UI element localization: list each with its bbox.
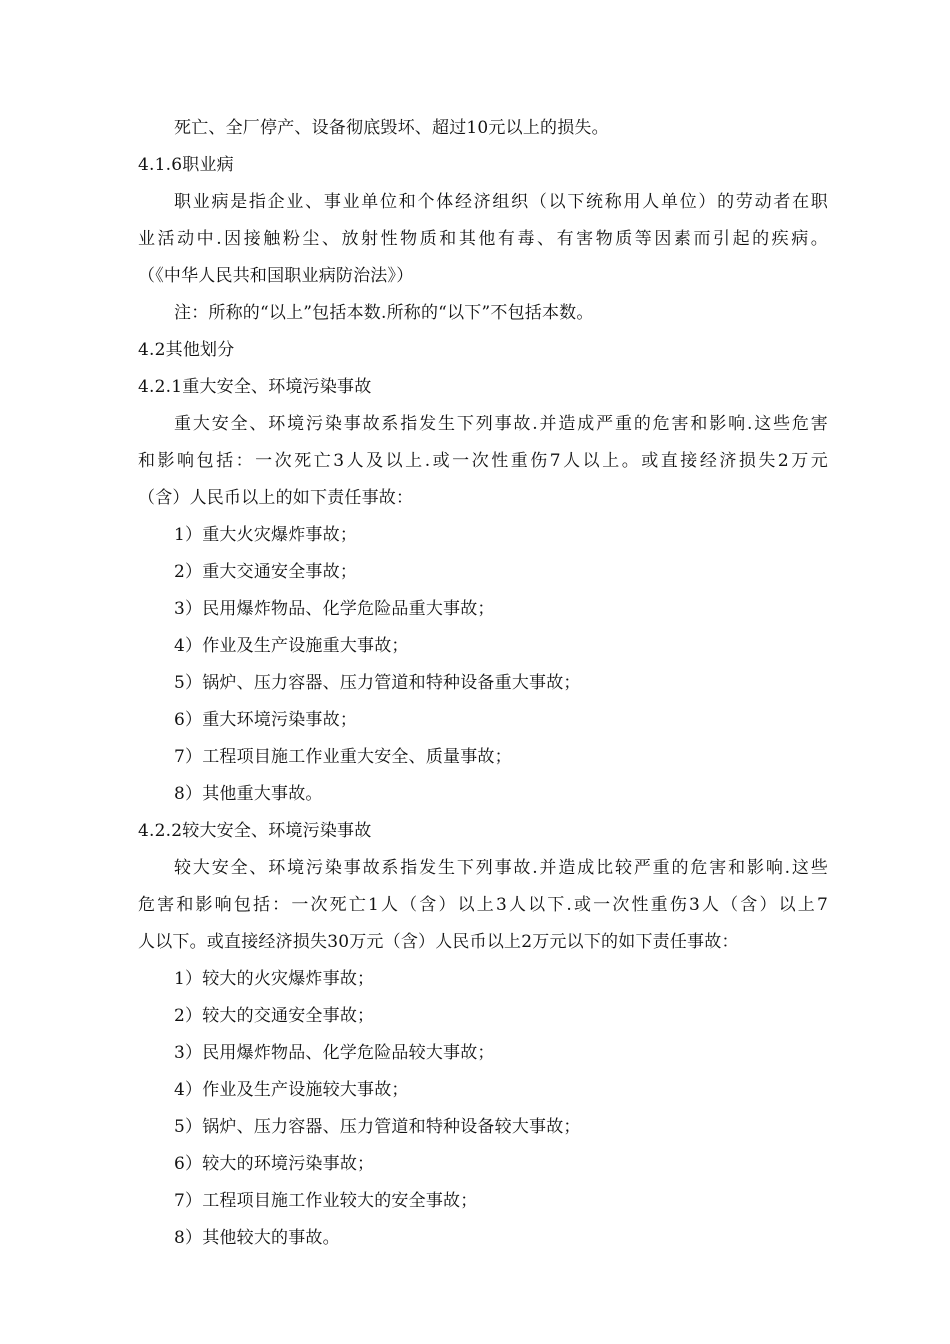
list-item: 6）重大环境污染事故；: [174, 710, 358, 730]
text-line: 死亡、全厂停产、设备彻底毁坏、超过10元以上的损失。: [174, 118, 609, 138]
text-line: 较大安全、环境污染事故系指发生下列事故.并造成比较严重的危害和影响.这些: [174, 858, 828, 878]
list-item: 2）较大的交通安全事故；: [174, 1006, 375, 1026]
list-item: 8）其他较大的事故。: [174, 1228, 340, 1248]
text-line: 和影响包括：一次死亡3人及以上.或一次性重伤7人以上。或直接经济损失2万元: [138, 451, 828, 471]
list-item: 3）民用爆炸物品、化学危险品重大事故；: [174, 599, 495, 619]
list-item: 4）作业及生产设施重大事故；: [174, 636, 409, 656]
section-heading: 4.1.6职业病: [138, 155, 234, 175]
list-item: 2）重大交通安全事故；: [174, 562, 358, 582]
list-item: 7）工程项目施工作业较大的安全事故；: [174, 1191, 478, 1211]
text-line: （《中华人民共和国职业病防治法》）: [138, 266, 414, 286]
list-item: 4）作业及生产设施较大事故；: [174, 1080, 409, 1100]
list-item: 6）较大的环境污染事故；: [174, 1154, 375, 1174]
text-line: 业活动中.因接触粉尘、放射性物质和其他有毒、有害物质等因素而引起的疾病。: [138, 229, 828, 249]
text-line: 人以下。或直接经济损失30万元（含）人民币以上2万元以下的如下责任事故：: [138, 932, 739, 952]
note-line: 注：所称的“以上”包括本数.所称的“以下”不包括本数。: [174, 303, 594, 323]
text-line: （含）人民币以上的如下责任事故：: [138, 488, 414, 508]
section-heading: 4.2.1重大安全、环境污染事故: [138, 377, 372, 397]
text-line: 危害和影响包括：一次死亡1人（含）以上3人以下.或一次性重伤3人（含）以上7: [138, 895, 828, 915]
section-heading: 4.2.2较大安全、环境污染事故: [138, 821, 372, 841]
list-item: 5）锅炉、压力容器、压力管道和特种设备重大事故；: [174, 673, 581, 693]
section-heading: 4.2其他划分: [138, 340, 235, 360]
list-item: 3）民用爆炸物品、化学危险品较大事故；: [174, 1043, 495, 1063]
text-line: 职业病是指企业、事业单位和个体经济组织（以下统称用人单位）的劳动者在职: [174, 192, 828, 212]
text-line: 重大安全、环境污染事故系指发生下列事故.并造成严重的危害和影响.这些危害: [174, 414, 828, 434]
list-item: 8）其他重大事故。: [174, 784, 323, 804]
list-item: 5）锅炉、压力容器、压力管道和特种设备较大事故；: [174, 1117, 581, 1137]
list-item: 1）较大的火灾爆炸事故；: [174, 969, 375, 989]
list-item: 7）工程项目施工作业重大安全、质量事故；: [174, 747, 512, 767]
list-item: 1）重大火灾爆炸事故；: [174, 525, 358, 545]
